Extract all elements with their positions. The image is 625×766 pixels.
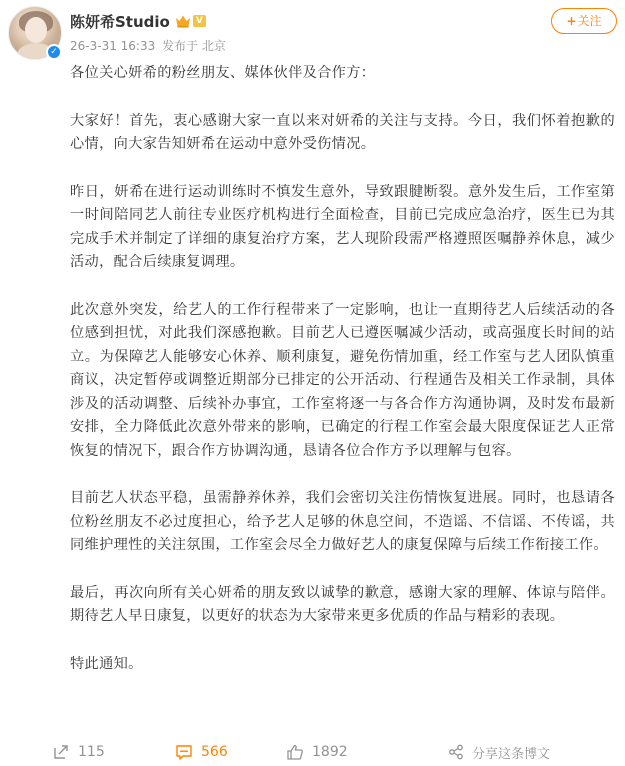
share-label: 分享这条博文 <box>472 746 551 762</box>
avatar-face-shape <box>25 17 47 43</box>
paragraph-incident: 昨日，妍希在进行运动训练时不慎发生意外，导致跟腱断裂。意外发生后，工作室第一时间陪同艺人前往专业医疗机构进行全面检查，目前已完成应急治疗，医生已为其完成手术并制定了详细的康复治疗方案，艺人现阶段需严格遵照医嘱静养休息，减少活动，配合后续康复调理。 <box>70 183 615 270</box>
post-header <box>8 6 617 60</box>
repost-icon <box>52 743 70 761</box>
post-location: 发布于 北京 <box>162 39 226 53</box>
crown-icon <box>175 14 191 28</box>
follow-label: 关注 <box>577 14 602 28</box>
user-name[interactable]: 陈妍希Studio <box>70 12 170 31</box>
name-row <box>70 11 206 31</box>
post-actions <box>52 738 612 766</box>
like-button[interactable] <box>286 738 348 766</box>
paragraph-notice: 特此通知。 <box>70 655 143 672</box>
paragraph-greeting: 各位关心妍希的粉丝朋友、媒体伙伴及合作方： <box>70 65 376 81</box>
paragraph-closing: 最后，再次向所有关心妍希的朋友致以诚挚的歉意，感谢大家的理解、体谅与陪伴。期待艺人早日康复，以更好的状态为大家带来更多优质的作品与精彩的表现。 <box>70 584 615 624</box>
post-timestamp[interactable]: 26-3-31 16:33 <box>70 39 156 53</box>
share-button[interactable] <box>448 738 550 766</box>
thumbs-up-icon <box>286 743 304 761</box>
comment-count: 566 <box>201 744 228 760</box>
repost-button[interactable] <box>52 738 105 766</box>
comment-icon <box>175 743 193 761</box>
like-count: 1892 <box>312 744 348 760</box>
repost-count: 115 <box>78 744 105 760</box>
post-content <box>70 62 615 700</box>
follow-button[interactable] <box>551 8 617 34</box>
vip-badge[interactable] <box>175 14 206 28</box>
avatar-wrapper[interactable] <box>8 6 62 60</box>
level-badge: V <box>193 15 206 27</box>
plus-icon: + <box>566 14 577 28</box>
verified-badge-icon: ✓ <box>46 44 62 60</box>
paragraph-status: 目前艺人状态平稳，虽需静养休养，我们会密切关注伤情恢复进展。同时，也恳请各位粉丝朋友不必过度担心，给予艺人足够的休息空间，不造谣、不信谣、不传谣，共同维护理性的关注氛围，工作室会尽全力做好艺人的康复保障与后续工作衔接工作。 <box>70 490 615 553</box>
paragraph-schedule: 此次意外突发，给艺人的工作行程带来了一定影响，也让一直期待艺人后续活动的各位感到担忧，对此我们深感抱歉。目前艺人已遵医嘱减少活动，或高强度长时间的站立。为保障艺人能够安心休养、顺利康复，避免伤情加重，经工作室与艺人团队慎重商议，决定暂停或调整近期部分已排定的公开活动、行程通告及相关工作录制，具体涉及的活动调整、后续补办事宜，工作室将逐一与各合作方沟通协调，及时发布最新安排，全力降低此次意外带来的影响，已确定的行程工作室会最大限度保证艺人正常恢复的情况下，跟合作方协调沟通，恳请各位合作方予以理解与包容。 <box>70 301 615 459</box>
paragraph-intro: 大家好！首先，衷心感谢大家一直以来对妍希的关注与支持。今日，我们怀着抱歉的心情，向大家告知妍希在运动中意外受伤情况。 <box>70 112 615 152</box>
post-meta <box>70 37 229 54</box>
share-icon <box>448 744 464 760</box>
comment-button[interactable] <box>175 738 228 766</box>
